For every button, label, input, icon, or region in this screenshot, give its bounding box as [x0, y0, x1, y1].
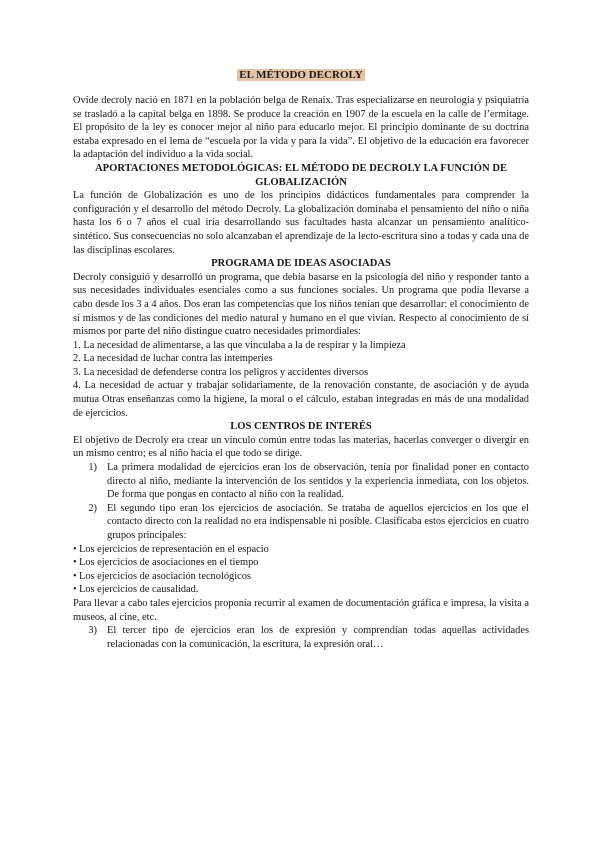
- bullet-icon: •: [73, 543, 77, 555]
- needs-list: [73, 339, 529, 421]
- need-item: 1. La necesidad de alimentarse, a las que vinculaba a la de respirar y la limpieza: [73, 339, 406, 351]
- list-text: El segundo tipo eran los ejercicios de asociación. Se trataba de aquellos ejercicios en los que el contacto directo con la realidad no era indispensable ni posible. Clasificaba estos ejercicios en cuatro grupos principales:: [107, 502, 529, 541]
- bullet-icon: •: [73, 570, 77, 582]
- heading-interest-centers: LOS CENTROS DE INTERÉS: [230, 421, 372, 433]
- list-item: [73, 461, 529, 502]
- program-paragraph: Decroly consiguió y desarrolló un programa, que debía basarse en la psicología del niño y responder tanto a sus necesidades individuales esenciales como a sus funciones sociales. Un programa que podía llevarse a cabo desde los 3 a 4 años. Dos eran las competencias que los niños tenían que desarrollar: el conocimiento de sí mismos y de las condiciones del medio natural y humano en el que vivían. Respecto al conocimiento de sí mismos por parte del niño distingue cuatro necesidades primordiales:: [73, 271, 529, 338]
- document-title: [73, 68, 529, 82]
- bullet-item: [73, 543, 529, 557]
- resources-paragraph: Para llevar a cabo tales ejercicios proponía recurrir al examen de documentación gráfica e impresa, la visita a museos, al cine, etc.: [73, 597, 529, 623]
- bullet-item: [73, 583, 529, 597]
- list-text: El tercer tipo de ejercicios eran los de expresión y comprendían todas aquellas actividades relacionadas con la comunicación, la escritura, la expresión oral…: [107, 625, 529, 650]
- bullet-item: [73, 570, 529, 584]
- exercise-types-list: [73, 461, 529, 543]
- bullet-icon: •: [73, 584, 77, 596]
- document-page: [73, 68, 529, 651]
- need-item: 2. La necesidad de luchar contra las intemperies: [73, 353, 273, 365]
- list-number: 3): [88, 625, 97, 637]
- list-text: La primera modalidad de ejercicios eran los de observación, tenía por finalidad poner en contacto directo al niño, mediante la intervención de los sentidos y la experiencia inmediata, con los objetos. De forma que pongas en contacto al niño con la realidad.: [107, 462, 529, 501]
- title-text: EL MÉTODO DECROLY: [239, 69, 363, 81]
- bullet-item: [73, 556, 529, 570]
- bullet-icon: •: [73, 557, 77, 569]
- bullet-text: Los ejercicios de causalidad.: [79, 584, 199, 596]
- heading-program: PROGRAMA DE IDEAS ASOCIADAS: [211, 258, 391, 270]
- list-item: [73, 624, 529, 651]
- heading-methodological: APORTACIONES METODOLÓGICAS: EL MÉTODO DE DECROLY LA FUNCIÓN DE GLOBALIZACIÓN: [94, 162, 508, 188]
- need-item: 3. La necesidad de defenderse contra los peligros y accidentes diversos: [73, 366, 369, 378]
- bullet-text: Los ejercicios de asociación tecnológicos: [79, 570, 251, 582]
- list-item: [73, 502, 529, 543]
- bullet-text: Los ejercicios de asociaciones en el tiempo: [79, 557, 259, 569]
- exercise-types-list-continued: [73, 624, 529, 651]
- need-item: 4. La necesidad de actuar y trabajar solidariamente, de la renovación constante, de asociación y de ayuda mutua Otras enseñanzas como la higiene, la moral o el cálculo, estaban integradas en más de una modalidad de ejercicios.: [73, 380, 529, 419]
- bullet-text: Los ejercicios de representación en el espacio: [79, 543, 269, 555]
- interest-paragraph: El objetivo de Decroly era crear un vínculo común entre todas las materias, hacerlas converger o divergir en un mismo centro; es al niño hacia el que todo se dirige.: [73, 434, 529, 460]
- list-number: 2): [88, 502, 97, 514]
- association-groups-list: [73, 543, 529, 597]
- intro-paragraph: Ovide decroly nació en 1871 en la población belga de Renaix. Tras especializarse en neurología y psiquiatría se trasladó a la capital belga en 1898. Se produce la creación en 1907 de la escuela en la calle de l’ermitage. El propósito de la ley es conocer mejor al niño para educarlo mejor. El principio dominante de su doctrina estaba expresado en el lema de “escuela por la vida y para la vida”. El objetivo de la educación era favorecer la adaptación del individuo a la vida social.: [73, 95, 529, 161]
- list-number: 1): [88, 462, 97, 474]
- globalization-paragraph: La función de Globalización es uno de los principios didácticos fundamentales para comprender la configuración y el desarrollo del método Decroly. La globalización dominaba el pensamiento del niño o niña hasta los 6 o 7 años el cual iría desarrollando sus facultades hasta alcanzar un pensamiento analítico-sintético. Sus consecuencias no solo alcanzaban el aprendizaje de la lecto-escritura sino a todas y cada una de las disciplinas escolares.: [73, 190, 529, 256]
